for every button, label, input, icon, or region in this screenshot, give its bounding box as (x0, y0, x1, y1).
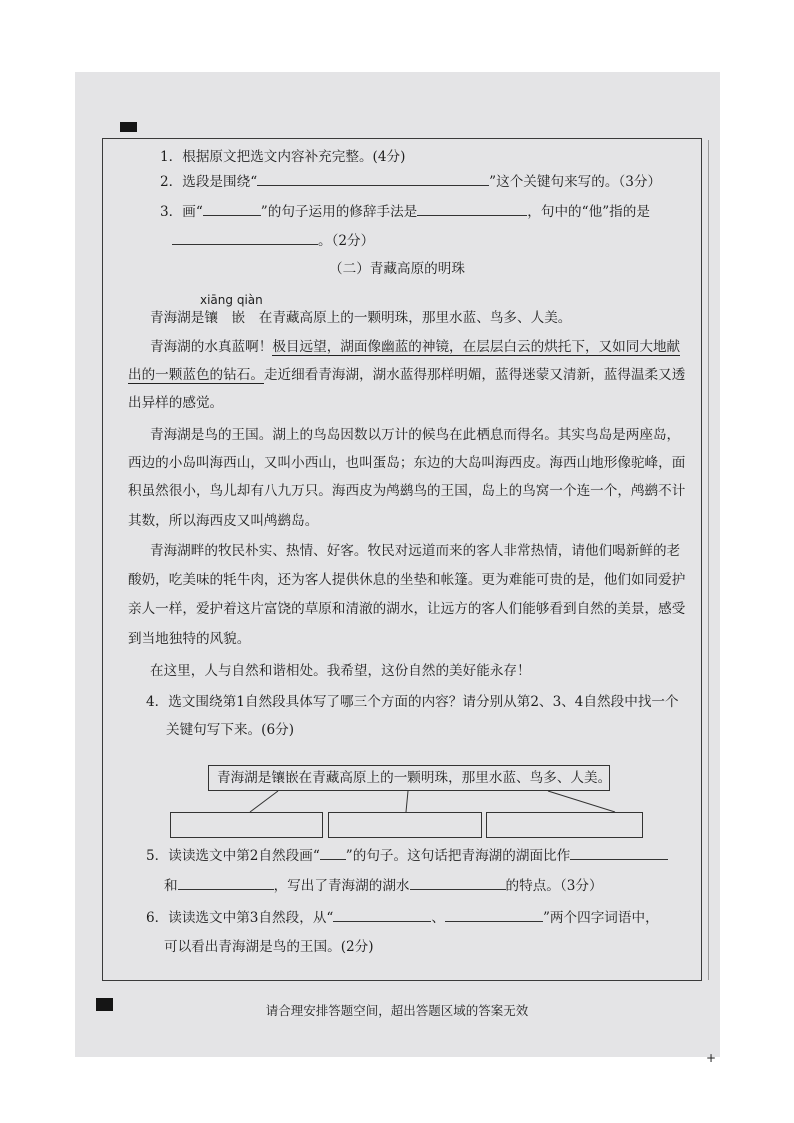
question-4: 4．选文围绕第1自然段具体写了哪三个方面的内容？请分别从第2、3、4自然段中找一个 (146, 694, 679, 710)
question-3: 3．画“ ”的句子运用的修辞手法是 ，句中的“他”指的是 (160, 204, 650, 220)
question-6: 6．读读选文中第3自然段，从“ 、 ”两个四字词语中， (146, 910, 659, 926)
question-4-cont: 关键句写下来。(6分) (166, 722, 295, 738)
central-sentence-box: 青海湖是镶嵌在青藏高原上的一颗明珠，那里水蓝、鸟多、人美。 (208, 765, 610, 791)
q5-blank-compare-1[interactable] (570, 846, 668, 860)
q3-blank-he[interactable] (172, 231, 318, 245)
q5-blank-feature[interactable] (410, 876, 506, 890)
question-5-cont: 和 ，写出了青海湖的湖水 的特点。（3分） (164, 878, 603, 894)
question-2: 2．选段是围绕“ ”这个关键句来写的。（3分） (160, 174, 662, 190)
paragraph-5: 在这里，人与自然和谐相处。我希望，这份自然的美好能永存！ (150, 663, 531, 679)
paragraph-2-line-1: 青海湖的水真蓝啊！极目远望，湖面像幽蓝的神镜，在层层白云的烘托下，又如同大地献 (150, 339, 681, 355)
paragraph-4-line-3: 亲人一样，爱护着这片富饶的草原和清澈的湖水，让远方的客人们能够看到自然的美景，感受 (128, 601, 686, 617)
paragraph-3-line-1: 青海湖是鸟的王国。湖上的鸟岛因数以万计的候鸟在此栖息而得名。其实鸟岛是两座岛， (150, 427, 681, 443)
question-5: 5．读读选文中第2自然段画“ ”的句子。这句话把青海湖的湖面比作 (146, 846, 668, 866)
q3-blank-rhetoric[interactable] (417, 202, 527, 216)
paragraph-1: 青海湖是镶 嵌 在青藏高原上的一颗明珠，那里水蓝、鸟多、人美。 (150, 310, 572, 326)
paragraph-2-line-3: 出异样的感觉。 (128, 395, 224, 411)
underlined-sentence: 极目远望，湖面像幽蓝的神镜，在层层白云的烘托下，又如同大地献 (272, 339, 681, 355)
q2-blank[interactable] (257, 172, 489, 186)
question-3-cont: 。（2分） (172, 231, 374, 251)
crop-mark: + (706, 1051, 717, 1065)
paragraph-3-line-2: 西边的小岛叫海西山，又叫小西山，也叫蛋岛；东边的大岛叫海西皮。海西山地形像驼峰，面 (128, 455, 686, 471)
question-1: 1．根据原文把选文内容补充完整。(4分) (160, 149, 406, 165)
pinyin-annotation: xiāng qiàn (200, 293, 263, 307)
paragraph-4-line-4: 到当地独特的风貌。 (128, 631, 251, 647)
underlined-sentence-end: 出的一颗蓝色的钻石。 (128, 367, 264, 383)
alignment-marker-top (120, 122, 137, 132)
paragraph-2-line-2: 出的一颗蓝色的钻石。走近细看青海湖，湖水蓝得那样明媚，蓝得迷蒙又清新，蓝得温柔又透 (128, 367, 686, 383)
q6-blank-word-2[interactable] (445, 908, 543, 922)
answer-box-3[interactable] (486, 812, 643, 838)
footer-notice: 请合理安排答题空间，超出答题区域的答案无效 (265, 1003, 529, 1018)
section-title: （二）青藏高原的明珠 (329, 261, 465, 277)
q6-blank-word-1[interactable] (333, 908, 431, 922)
q5-blank-compare-2[interactable] (178, 876, 274, 890)
paragraph-4-line-2: 酸奶，吃美味的牦牛肉，还为客人提供休息的坐垫和帐篷。更为难能可贵的是，他们如同爱护 (128, 572, 686, 588)
q5-blank-mark[interactable] (320, 846, 346, 860)
paragraph-3-line-3: 积虽然很小，鸟儿却有八九万只。海西皮为鸬鹚鸟的王国，岛上的鸟窝一个连一个，鸬鹚不计 (128, 483, 686, 499)
question-6-cont: 可以看出青海湖是鸟的王国。(2分) (164, 939, 374, 955)
answer-box-1[interactable] (170, 812, 323, 838)
paragraph-3-line-4: 其数，所以海西皮又叫鸬鹚岛。 (128, 513, 319, 529)
q3-blank-sentence[interactable] (203, 202, 261, 216)
answer-box-2[interactable] (328, 812, 482, 838)
paragraph-4-line-1: 青海湖畔的牧民朴实、热情、好客。牧民对远道而来的客人非常热情，请他们喝新鲜的老 (150, 543, 681, 559)
